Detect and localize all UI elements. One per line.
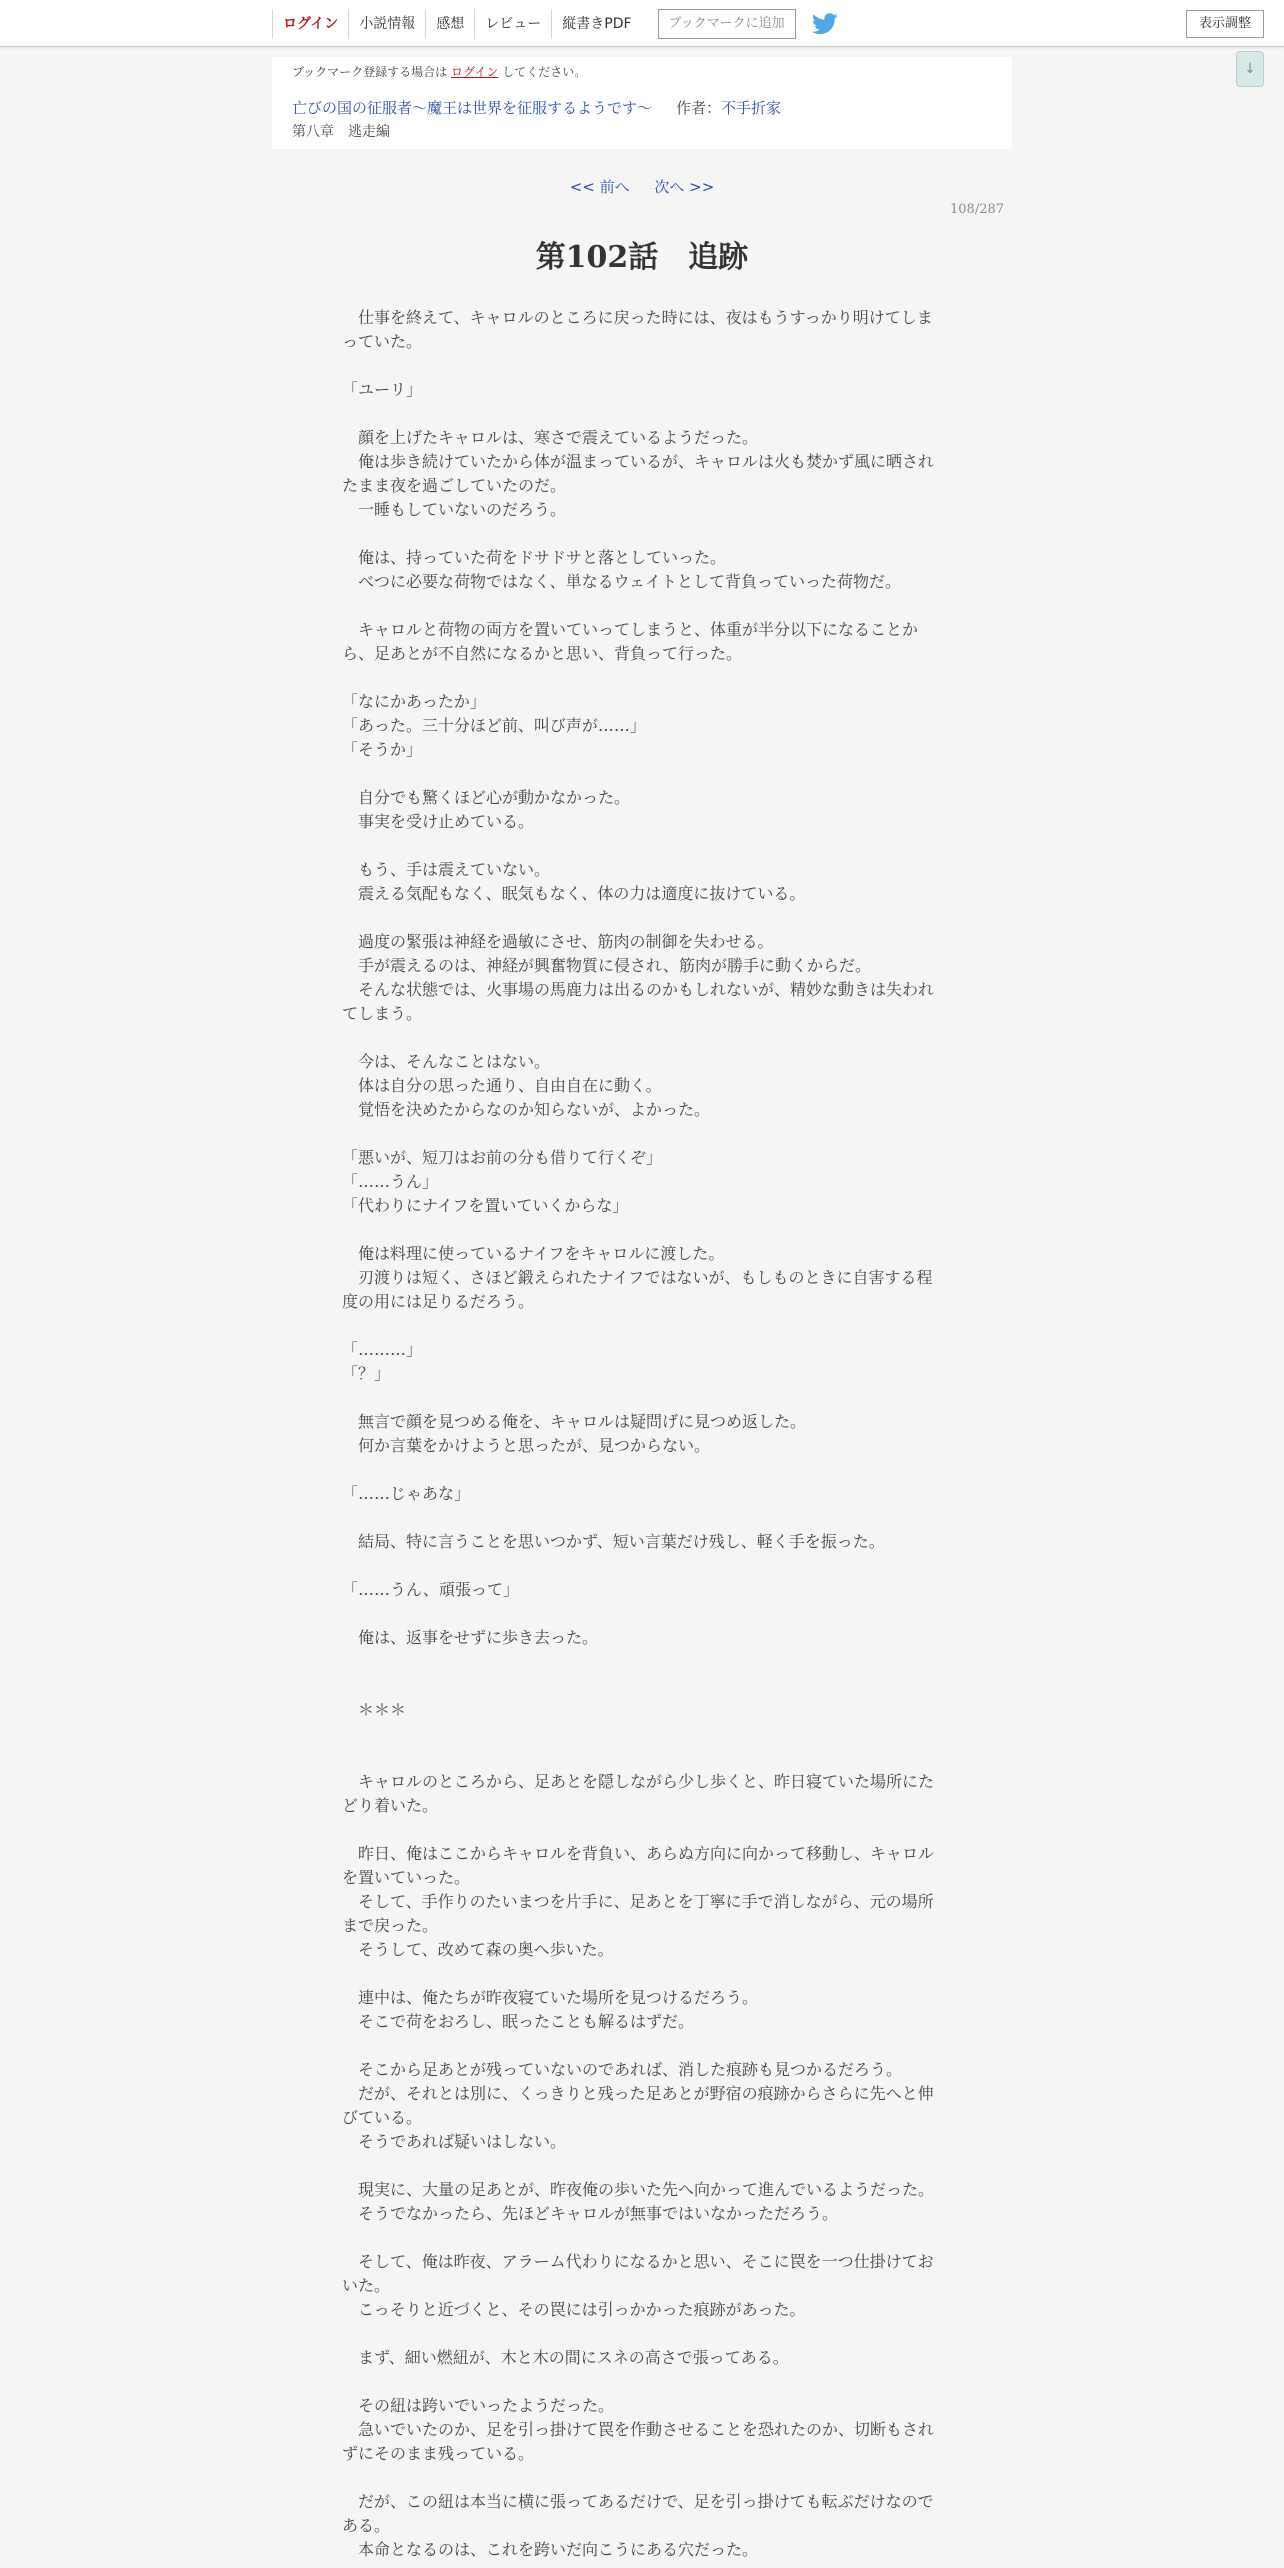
body-line xyxy=(342,522,942,546)
body-line: 「ユーリ」 xyxy=(342,380,423,399)
body-line: その紐は跨いでいったようだった。 xyxy=(342,2396,615,2415)
scroll-down-button[interactable]: ↓ xyxy=(1236,51,1264,87)
body-line: ある。 xyxy=(342,2516,391,2535)
body-line xyxy=(342,666,942,690)
episode-pager xyxy=(0,176,1284,197)
body-line: 事実を受け止めている。 xyxy=(342,812,535,831)
body-line: 「………」 xyxy=(342,1340,423,1359)
body-line: 体は自分の思った通り、自由自在に動く。 xyxy=(342,1076,662,1095)
episode-title: 第102話 追跡 xyxy=(535,240,749,275)
body-line: 俺は、返事をせずに歩き去った。 xyxy=(342,1628,599,1647)
novel-body-text xyxy=(342,306,942,2562)
body-line: そんな状態では、火事場の馬鹿力は出るのかもしれないが、精妙な動きは失われ xyxy=(342,980,935,999)
impressions-link[interactable]: 感想 xyxy=(425,9,474,39)
body-line: もう、手は震えていない。 xyxy=(342,860,551,879)
body-line xyxy=(342,834,942,858)
body-line xyxy=(342,762,942,786)
novel-info-link[interactable]: 小説情報 xyxy=(348,9,425,39)
body-line: まず、細い燃紐が、木と木の間にスネの高さで張ってある。 xyxy=(342,2348,789,2367)
body-line: そして、手作りのたいまつを片手に、足あとを丁寧に手で消しながら、元の場所 xyxy=(342,1892,934,1911)
body-line: 仕事を終えて、キャロルのところに戻った時には、夜はもうすっかり明けてしま xyxy=(342,308,933,327)
body-line: 覚悟を決めたからなのか知らないが、よかった。 xyxy=(342,1100,711,1119)
body-line xyxy=(342,1122,942,1146)
display-settings-button[interactable]: 表示調整 xyxy=(1186,10,1264,38)
body-line xyxy=(342,2370,942,2394)
body-line: まで戻った。 xyxy=(342,1916,439,1935)
body-line: こっそりと近づくと、その罠には引っかかった痕跡があった。 xyxy=(342,2300,806,2319)
body-line: そこで荷をおろし、眠ったことも解るはずだ。 xyxy=(342,2012,695,2031)
body-line: 一睡もしていないのだろう。 xyxy=(342,500,567,519)
body-line: 「そうか」 xyxy=(342,740,423,759)
review-link[interactable]: レビュー xyxy=(474,9,551,39)
body-line: を置いていった。 xyxy=(342,1868,471,1887)
body-line: 結局、特に言うことを思いつかず、短い言葉だけ残し、軽く手を振った。 xyxy=(342,1532,885,1551)
body-line: 俺は、持っていた荷をドサドサと落としていった。 xyxy=(342,548,727,567)
body-line: そして、俺は昨夜、アラーム代わりになるかと思い、そこに罠を一つ仕掛けてお xyxy=(342,2252,934,2271)
body-line: 今は、そんなことはない。 xyxy=(342,1052,551,1071)
novel-title-line xyxy=(292,97,781,118)
body-line: びている。 xyxy=(342,2108,423,2127)
body-line xyxy=(342,1386,942,1410)
body-line: 「代わりにナイフを置いていくからな」 xyxy=(342,1196,629,1215)
body-line: 何か言葉をかけようと思ったが、見つからない。 xyxy=(342,1436,711,1455)
body-line: 顔を上げたキャロルは、寒さで震えているようだった。 xyxy=(342,428,759,447)
body-line: 手が震えるのは、神経が興奮物質に侵され、筋肉が勝手に動くからだ。 xyxy=(342,956,871,975)
body-line xyxy=(342,1218,942,1242)
body-line xyxy=(342,1650,942,1674)
body-line: いた。 xyxy=(342,2276,391,2295)
bookmark-login-note xyxy=(292,63,586,80)
body-line: 無言で顔を見つめる俺を、キャロルは疑問げに見つめ返した。 xyxy=(342,1412,807,1431)
body-line: 「……じゃあな」 xyxy=(342,1484,471,1503)
episode-count: 108/287 xyxy=(950,202,1005,217)
body-line: 俺は歩き続けていたから体が温まっているが、キャロルは火も焚かず風に晒され xyxy=(342,452,935,471)
body-line: そこから足あとが残っていないのであれば、消した痕跡も見つかるだろう。 xyxy=(342,2060,903,2079)
body-line: ら、足あとが不自然になるかと思い、背負って行った。 xyxy=(342,644,743,663)
body-line: 震える気配もなく、眠気もなく、体の力は適度に抜けている。 xyxy=(342,884,806,903)
body-line: 過度の緊張は神経を過敏にさせ、筋肉の制御を失わせる。 xyxy=(342,932,774,951)
body-line: べつに必要な荷物ではなく、単なるウェイトとして背負っていった荷物だ。 xyxy=(342,572,902,591)
body-line xyxy=(342,1314,942,1338)
body-line xyxy=(342,2226,942,2250)
body-line: 連中は、俺たちが昨夜寝ていた場所を見つけるだろう。 xyxy=(342,1988,759,2007)
body-line: そうして、改めて森の奥へ歩いた。 xyxy=(342,1940,614,1959)
body-line: 本命となるのは、これを跨いだ向こうにある穴だった。 xyxy=(342,2540,759,2559)
body-line: そうであれば疑いはしない。 xyxy=(342,2132,567,2151)
body-line: どり着いた。 xyxy=(342,1796,439,1815)
top-navbar xyxy=(0,0,1284,47)
body-line: 刃渡りは短く、さほど鍛えられたナイフではないが、もしものときに自害する程 xyxy=(342,1268,933,1287)
body-line: 急いでいたのか、足を引っ掛けて罠を作動させることを恐れたのか、切断もされ xyxy=(342,2420,935,2439)
body-line xyxy=(342,1458,942,1482)
body-line xyxy=(342,1962,942,1986)
body-line: 「……うん」 xyxy=(342,1172,439,1191)
body-line: ずにそのまま残っている。 xyxy=(342,2444,535,2463)
note-prefix: ブックマーク登録する場合は xyxy=(292,65,448,79)
body-line: 「悪いが、短刀はお前の分も借りて行くぞ」 xyxy=(342,1148,663,1167)
body-line xyxy=(342,2322,942,2346)
body-line xyxy=(342,1746,942,1770)
body-line xyxy=(342,1818,942,1842)
body-line: 「なにかあったか」 xyxy=(342,692,486,711)
body-line xyxy=(342,594,942,618)
body-line xyxy=(342,1026,942,1050)
body-line xyxy=(342,1554,942,1578)
body-line: 度の用には足りるだろう。 xyxy=(342,1292,535,1311)
vertical-pdf-link[interactable]: 縦書きPDF xyxy=(551,9,641,39)
body-line xyxy=(342,1506,942,1530)
add-bookmark-button[interactable]: ブックマークに追加 xyxy=(658,9,796,39)
body-line xyxy=(342,354,942,378)
body-line xyxy=(342,906,942,930)
body-line: たまま夜を過ごしていたのだ。 xyxy=(342,476,567,495)
body-line: 「？」 xyxy=(342,1364,391,1383)
body-line: 昨日、俺はここからキャロルを背負い、あらぬ方向に向かって移動し、キャロル xyxy=(342,1844,935,1863)
body-line: 現実に、大量の足あとが、昨夜俺の歩いた先へ向かって進んでいるようだった。 xyxy=(342,2180,935,2199)
body-line: てしまう。 xyxy=(342,1004,423,1023)
note-login-link[interactable]: ログイン xyxy=(451,65,499,79)
body-line xyxy=(342,1602,942,1626)
body-line: そうでなかったら、先ほどキャロルが無事ではいなかっただろう。 xyxy=(342,2204,839,2223)
body-line: だが、この紐は本当に横に張ってあるだけで、足を引っ掛けても転ぶだけなので xyxy=(342,2492,934,2511)
body-line: 俺は料理に使っているナイフをキャロルに渡した。 xyxy=(342,1244,725,1263)
note-suffix: してください。 xyxy=(502,65,587,79)
author-link[interactable]: 不手折家 xyxy=(721,99,782,117)
body-line: キャロルのところから、足あとを隠しながら少し歩くと、昨日寝ていた場所にた xyxy=(342,1772,935,1791)
body-line: キャロルと荷物の両方を置いていってしまうと、体重が半分以下になることか xyxy=(342,620,919,639)
novel-info-box xyxy=(272,57,1012,149)
twitter-bird-icon[interactable] xyxy=(812,13,838,35)
body-line: っていた。 xyxy=(342,332,423,351)
prev-episode-link[interactable]: << 前へ xyxy=(569,178,630,196)
next-episode-link[interactable]: 次へ >> xyxy=(654,178,715,196)
body-line xyxy=(342,1674,942,1698)
body-line xyxy=(342,402,942,426)
body-line: 「あった。三十分ほど前、叫び声が……」 xyxy=(342,716,646,735)
author-label: 作者： xyxy=(676,99,722,117)
body-line xyxy=(342,2466,942,2490)
body-line xyxy=(342,2154,942,2178)
body-line: ＊＊＊ xyxy=(342,1700,407,1719)
login-link[interactable]: ログイン xyxy=(272,9,348,39)
main-nav xyxy=(272,8,838,40)
body-line: 自分でも驚くほど心が動かなかった。 xyxy=(342,788,631,807)
novel-title-link[interactable]: 亡びの国の征服者～魔王は世界を征服するようです～ xyxy=(292,99,653,117)
body-line: 「……うん、頑張って」 xyxy=(342,1580,519,1599)
body-line xyxy=(342,1722,942,1746)
body-line xyxy=(342,2034,942,2058)
body-line: だが、それとは別に、くっきりと残った足あとが野宿の痕跡からさらに先へと伸 xyxy=(342,2084,934,2103)
chapter-title: 第八章 逃走編 xyxy=(292,124,390,140)
